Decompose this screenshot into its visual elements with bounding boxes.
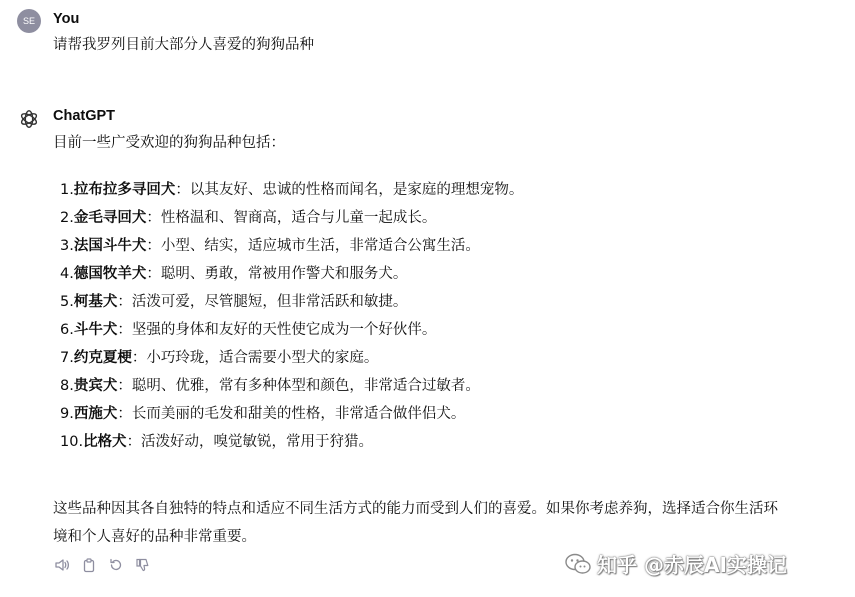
breed-description: ：聪明、优雅，常有多种体型和颜色，非常适合过敏者。: [117, 378, 480, 394]
assistant-author-name: ChatGPT: [53, 108, 116, 124]
list-item: [60, 348, 523, 376]
breed-name: 约克夏梗: [73, 350, 132, 366]
breed-description: ：活泼好动，嗅觉敏锐，常用于狩猎。: [126, 434, 374, 450]
message-actions: [53, 556, 152, 574]
thumbs-down-icon: [135, 557, 151, 573]
breed-description: ：小巧玲珑，适合需要小型犬的家庭。: [131, 350, 379, 366]
breed-name: 柯基犬: [73, 294, 118, 310]
breed-list: [60, 180, 523, 460]
breed-name: 比格犬: [83, 434, 127, 450]
list-item: [60, 180, 523, 208]
breed-description: ：性格温和、智商高，适合与儿童一起成长。: [146, 210, 437, 226]
item-number: 2.: [60, 210, 74, 226]
watermark-text: 知乎 @赤辰AI实操记: [597, 553, 787, 577]
user-message: 请帮我罗列目前大部分人喜爱的狗狗品种: [53, 37, 314, 53]
breed-name: 斗牛犬: [73, 322, 118, 338]
regenerate-button[interactable]: [107, 556, 125, 574]
list-item: [60, 264, 523, 292]
item-number: 3.: [60, 238, 74, 254]
breed-description: ：小型、结实，适应城市生活，非常适合公寓生活。: [146, 238, 480, 254]
wechat-icon: [565, 553, 591, 575]
copy-icon: [81, 557, 97, 573]
item-number: 5.: [60, 294, 74, 310]
breed-description: ：以其友好、忠诚的性格而闻名，是家庭的理想宠物。: [175, 182, 524, 198]
speaker-icon: [54, 557, 70, 573]
breed-name: 贵宾犬: [73, 378, 118, 394]
breed-name: 拉布拉多寻回犬: [73, 182, 176, 198]
list-item: [60, 320, 523, 348]
breed-name: 德国牧羊犬: [73, 266, 147, 282]
breed-name: 法国斗牛犬: [73, 238, 147, 254]
breed-description: ：长而美丽的毛发和甜美的性格，非常适合做伴侣犬。: [117, 406, 466, 422]
item-number: 10.: [60, 434, 84, 450]
item-number: 9.: [60, 406, 74, 422]
user-author-name: You: [53, 11, 80, 27]
item-number: 8.: [60, 378, 74, 394]
list-item: [60, 292, 523, 320]
user-avatar: SE: [17, 9, 41, 33]
list-item: [60, 404, 523, 432]
read-aloud-button[interactable]: [53, 556, 71, 574]
watermark: [565, 549, 787, 578]
assistant-intro: 目前一些广受欢迎的狗狗品种包括：: [53, 135, 285, 151]
copy-button[interactable]: [80, 556, 98, 574]
list-item: [60, 376, 523, 404]
assistant-outro: 这些品种因其各自独特的特点和适应不同生活方式的能力而受到人们的喜爱。如果你考虑养狗，选择适合你生活环境和个人喜好的品种非常重要。: [53, 501, 778, 545]
chatgpt-logo-icon: [18, 108, 40, 130]
thumbs-down-button[interactable]: [134, 556, 152, 574]
list-item: [60, 432, 523, 460]
item-number: 1.: [60, 182, 74, 198]
item-number: 4.: [60, 266, 74, 282]
breed-description: ：聪明、勇敢，常被用作警犬和服务犬。: [146, 266, 408, 282]
breed-name: 金毛寻回犬: [73, 210, 147, 226]
item-number: 7.: [60, 350, 74, 366]
breed-description: ：活泼可爱，尽管腿短，但非常活跃和敏捷。: [117, 294, 408, 310]
list-item: [60, 236, 523, 264]
regenerate-icon: [108, 557, 124, 573]
breed-description: ：坚强的身体和友好的天性使它成为一个好伙伴。: [117, 322, 437, 338]
list-item: [60, 208, 523, 236]
breed-name: 西施犬: [73, 406, 118, 422]
item-number: 6.: [60, 322, 74, 338]
